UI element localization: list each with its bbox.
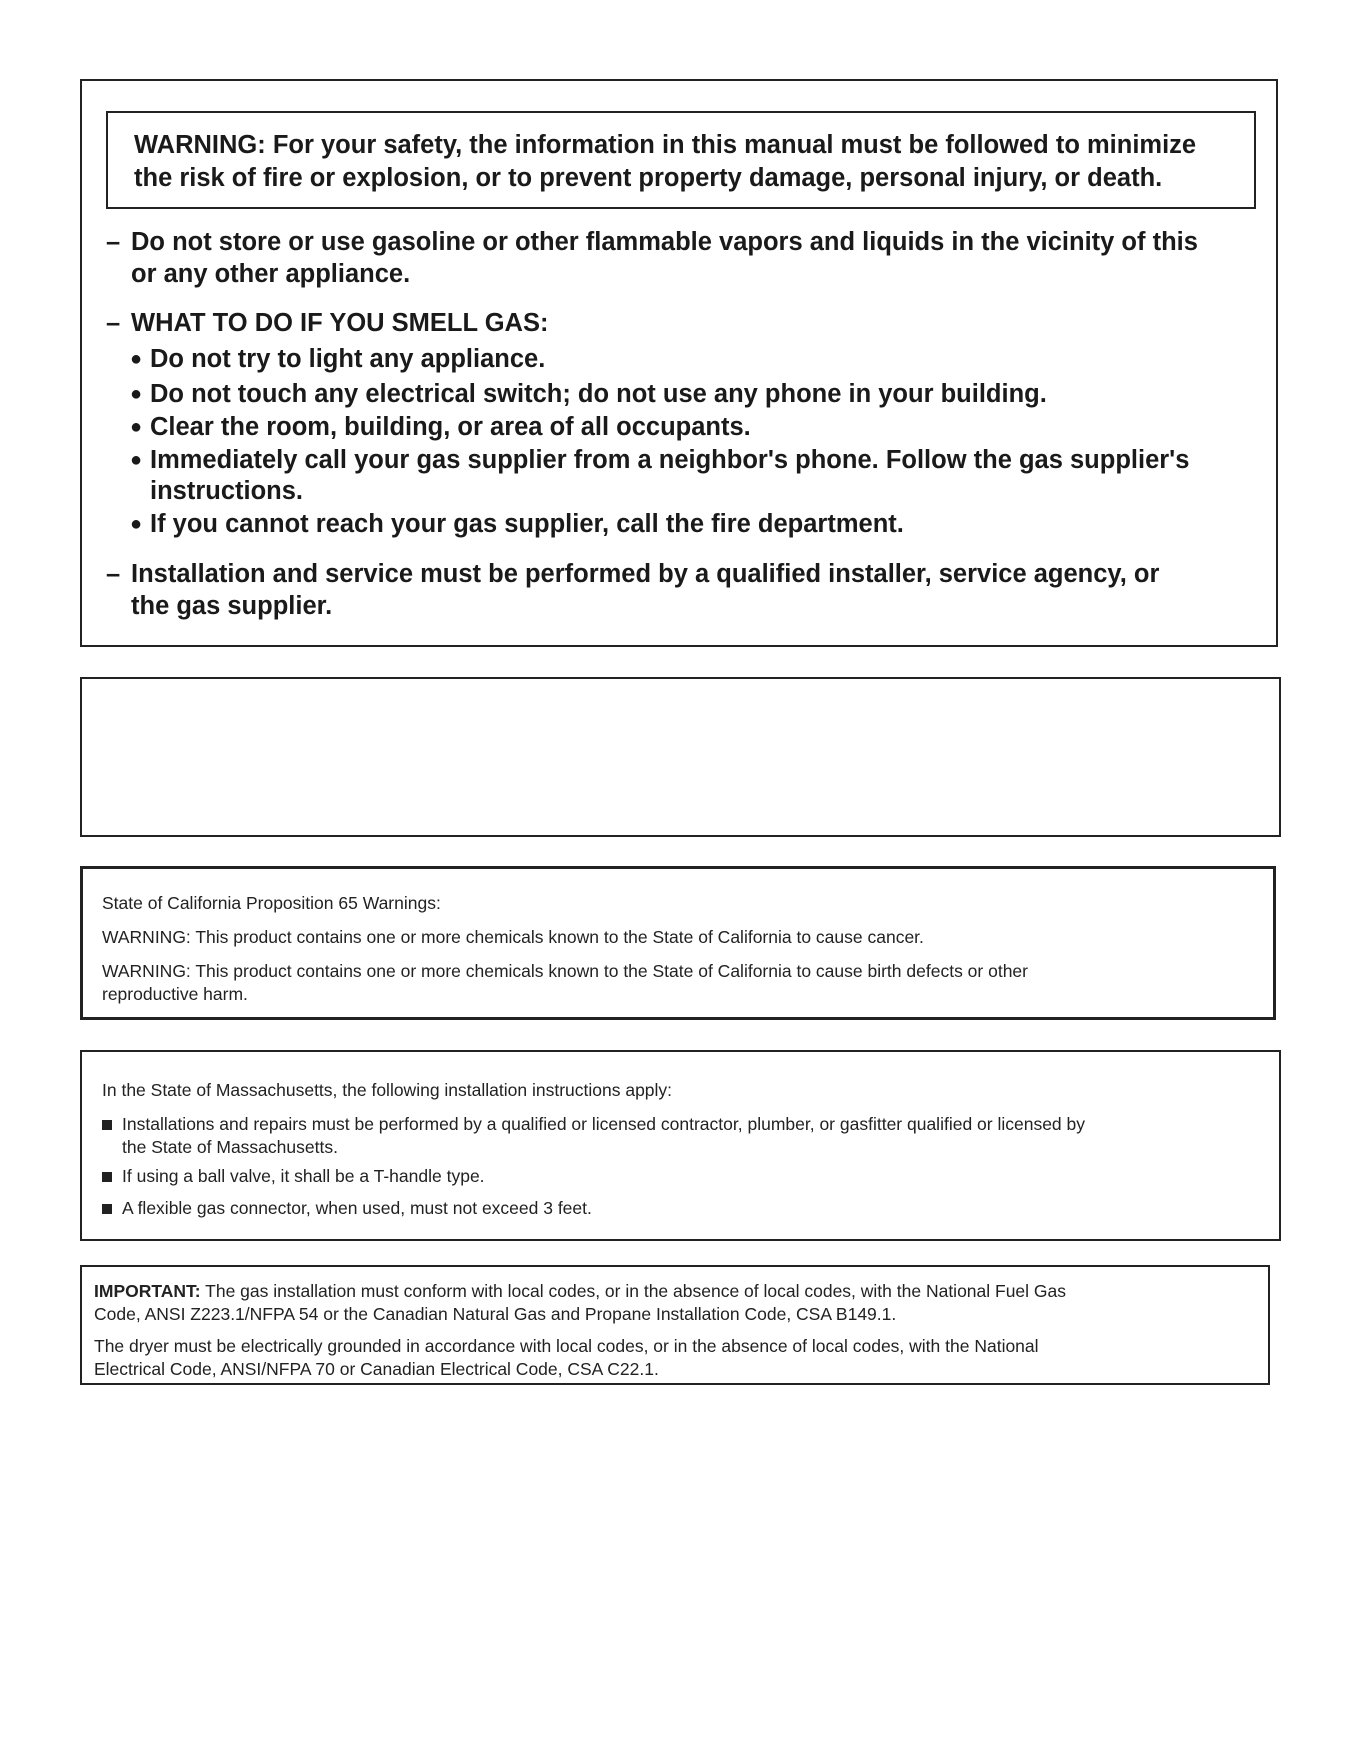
important-box	[80, 1265, 1270, 1385]
bullet-text: Immediately call your gas supplier from a neighbor's phone. Follow the gas supplier's	[150, 446, 1190, 474]
square-bullet-icon	[102, 1204, 112, 1214]
important-para1-line2: Code, ANSI Z223.1/NFPA 54 or the Canadian Natural Gas and Propane Installation Code, CSA B149.1.	[94, 1304, 897, 1324]
important-para2: Electrical Code, ANSI/NFPA 70 or Canadian Electrical Code, CSA C22.1.	[94, 1359, 659, 1379]
important-para2: The dryer must be electrically grounded in accordance with local codes, or in the absence of local codes, with the National	[94, 1336, 1039, 1356]
safety-item-text: Installation and service must be performed by a qualified installer, service agency, or	[131, 560, 1160, 588]
warning-header-line: WARNING: For your safety, the information in this manual must be followed to minimize	[134, 131, 1197, 159]
safety-item-text: WHAT TO DO IF YOU SMELL GAS:	[131, 309, 549, 337]
bullet-text: instructions.	[150, 477, 304, 505]
dash-marker: –	[106, 228, 121, 256]
prop65-title: State of California Proposition 65 Warnings:	[102, 893, 441, 913]
important-label: IMPORTANT:	[94, 1281, 201, 1301]
square-bullet-icon	[102, 1172, 112, 1182]
prop65-warning-cancer: WARNING: This product contains one or more chemicals known to the State of California to cause cancer.	[102, 927, 924, 947]
massachusetts-item: the State of Massachusetts.	[122, 1137, 338, 1157]
bullet-marker: ●	[130, 348, 143, 370]
massachusetts-intro: In the State of Massachusetts, the following installation instructions apply:	[102, 1080, 673, 1100]
bullet-marker: ●	[130, 513, 143, 535]
safety-item-text: the gas supplier.	[131, 592, 333, 620]
prop65-warning-box	[80, 866, 1276, 1020]
dash-marker: –	[106, 560, 121, 588]
bullet-text: Do not try to light any appliance.	[150, 345, 546, 373]
massachusetts-item: Installations and repairs must be performed by a qualified or licensed contractor, plumber, or gasfitter qualified or licensed by	[122, 1114, 1086, 1134]
dash-marker: –	[106, 309, 121, 337]
bullet-text: Do not touch any electrical switch; do not use any phone in your building.	[150, 380, 1047, 408]
prop65-warning-birth-defects: WARNING: This product contains one or more chemicals known to the State of California to cause birth defects or other	[102, 961, 1028, 981]
safety-warning-box	[80, 79, 1278, 647]
prop65-warning-birth-defects: reproductive harm.	[102, 984, 248, 1004]
safety-item-text: Do not store or use gasoline or other flammable vapors and liquids in the vicinity of this	[131, 228, 1198, 256]
empty-notice-box	[80, 677, 1281, 837]
bullet-marker: ●	[130, 383, 143, 405]
massachusetts-item: If using a ball valve, it shall be a T-handle type.	[122, 1166, 485, 1186]
warning-header	[106, 111, 1256, 209]
bullet-text: If you cannot reach your gas supplier, call the fire department.	[150, 510, 904, 538]
massachusetts-item: A flexible gas connector, when used, must not exceed 3 feet.	[122, 1198, 592, 1218]
massachusetts-box	[80, 1050, 1281, 1241]
bullet-marker: ●	[130, 416, 143, 438]
warning-header-line: the risk of fire or explosion, or to prevent property damage, personal injury, or death.	[134, 164, 1163, 192]
safety-item-text: or any other appliance.	[131, 260, 411, 288]
square-bullet-icon	[102, 1120, 112, 1130]
important-para1-text: The gas installation must conform with local codes, or in the absence of local codes, with the National Fuel Gas	[200, 1281, 1067, 1301]
bullet-text: Clear the room, building, or area of all occupants.	[150, 413, 751, 441]
bullet-marker: ●	[130, 449, 143, 471]
important-para1	[94, 1280, 1066, 1303]
